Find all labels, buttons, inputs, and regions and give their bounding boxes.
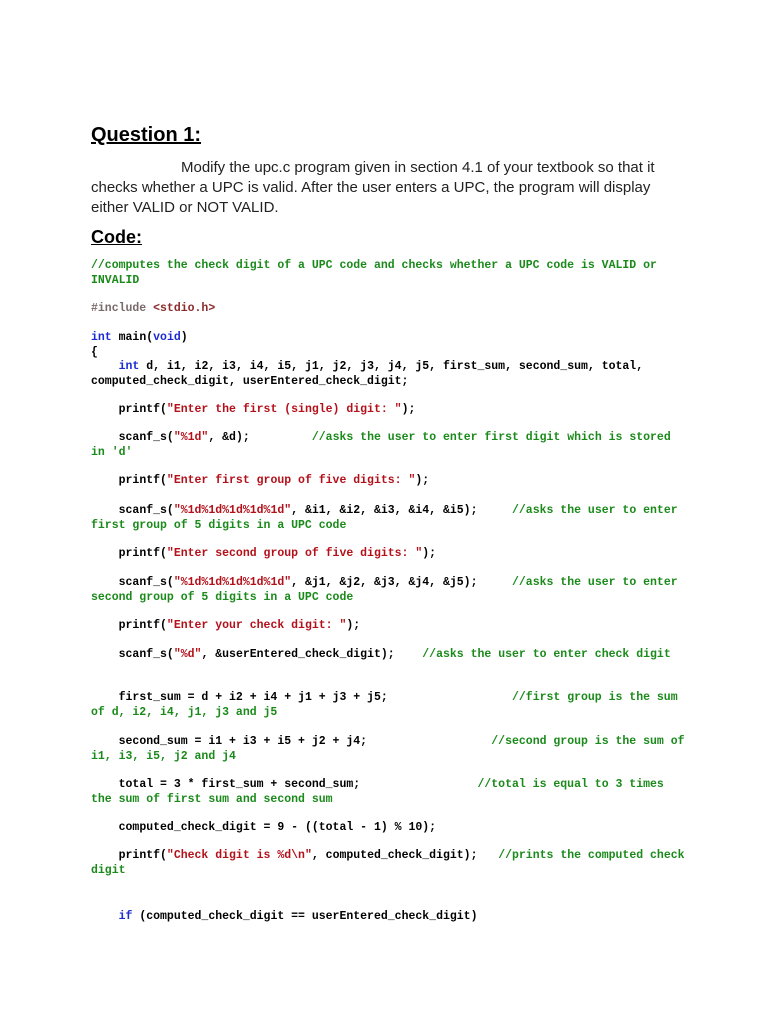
- code-comment: //total is equal to 3 times the sum of first sum and second sum: [91, 778, 671, 806]
- code-declaration: [91, 360, 691, 389]
- code-scanf-check-digit: [91, 648, 691, 663]
- code-text: , &j1, &j2, &j3, &j4, &j5);: [291, 576, 512, 589]
- string-literal: "Enter first group of five digits: ": [166, 474, 416, 487]
- keyword-if: if: [118, 910, 133, 923]
- code-printf-check-digit: [91, 619, 691, 634]
- code-comment: //second group is the sum of i1, i3, i5, j2 and j4: [91, 735, 692, 763]
- code-second-sum: [91, 735, 691, 764]
- code-scanf-first-group: [91, 504, 691, 533]
- code-computed-check: [91, 821, 691, 836]
- code-text: scanf_s(: [91, 431, 174, 444]
- code-open-brace: [91, 346, 691, 361]
- string-literal: "%1d%1d%1d%1d%1d": [173, 504, 292, 517]
- code-text: );: [401, 403, 416, 416]
- code-printf-first-group: [91, 474, 691, 489]
- code-total: [91, 778, 691, 807]
- string-literal: "%1d": [173, 431, 209, 444]
- keyword-void: void: [153, 331, 181, 344]
- code-text: first_sum = d + i2 + i4 + j1 + j3 + j5;: [91, 691, 512, 704]
- code-printf-first-digit: [91, 403, 691, 418]
- code-text: d, i1, i2, i3, i4, i5, j1, j2, j3, j4, j5, first_sum, second_sum, total, computed_check_digit, userEntered_check_digit;: [91, 360, 651, 388]
- code-if-statement: [91, 910, 691, 925]
- question-body: Modify the upc.c program given in section 4.1 of your textbook so that it checks whether a UPC is valid. After the user enters a UPC, the program will display either VALID or NOT VALID.: [91, 159, 655, 216]
- code-comment: //prints the computed check digit: [91, 849, 692, 877]
- code-indent: [91, 360, 119, 373]
- code-indent: [91, 910, 119, 923]
- question-title: Question 1:: [91, 124, 202, 146]
- code-comment: //computes the check digit of a UPC code and checks whether a UPC code is VALID or INVALID: [91, 259, 664, 287]
- code-text: printf(: [91, 474, 167, 487]
- code-text: scanf_s(: [91, 504, 174, 517]
- code-comment: //asks the user to enter first group of 5 digits in a UPC code: [91, 504, 685, 532]
- code-text: printf(: [91, 849, 167, 862]
- code-text: );: [422, 547, 437, 560]
- code-scanf-first-digit: [91, 431, 691, 460]
- code-comment: //asks the user to enter first digit which is stored in 'd': [91, 431, 678, 459]
- code-text: main(: [111, 331, 154, 344]
- code-comment-header: [91, 259, 691, 288]
- string-literal: "Enter the first (single) digit: ": [166, 403, 402, 416]
- code-text: printf(: [91, 547, 167, 560]
- code-comment: //asks the user to enter check digit: [422, 648, 671, 661]
- code-text: );: [346, 619, 361, 632]
- code-text: {: [91, 345, 98, 359]
- code-text: scanf_s(: [91, 576, 174, 589]
- preprocessor-directive: #include: [91, 302, 147, 315]
- code-text: printf(: [91, 619, 167, 632]
- code-text: );: [415, 474, 430, 487]
- code-text: , computed_check_digit);: [311, 849, 499, 862]
- code-main-signature: [91, 331, 691, 346]
- string-literal: "Enter second group of five digits: ": [166, 547, 423, 560]
- string-literal: "%1d%1d%1d%1d%1d": [173, 576, 292, 589]
- question-text: [91, 158, 671, 218]
- code-text: , &i1, &i2, &i3, &i4, &i5);: [291, 504, 512, 517]
- code-title: Code:: [91, 227, 142, 247]
- code-text: computed_check_digit = 9 - ((total - 1) % 10);: [91, 821, 437, 834]
- keyword-int: int: [91, 331, 112, 344]
- string-literal: "Check digit is %d\n": [166, 849, 312, 862]
- code-first-sum: [91, 691, 691, 720]
- code-text: scanf_s(: [91, 648, 174, 661]
- code-text: , &d);: [208, 431, 312, 444]
- code-text: , &userEntered_check_digit);: [201, 648, 423, 661]
- code-text: ): [180, 331, 188, 344]
- code-text: (computed_check_digit == userEntered_check_digit): [132, 910, 478, 923]
- string-literal: "%d": [173, 648, 202, 661]
- code-include-line: [91, 302, 691, 317]
- keyword-int: int: [118, 360, 140, 373]
- code-comment: //asks the user to enter second group of 5 digits in a UPC code: [91, 576, 685, 604]
- code-text: printf(: [91, 403, 167, 416]
- include-header: <stdio.h>: [153, 302, 216, 315]
- code-text: second_sum = i1 + i3 + i5 + j2 + j4;: [91, 735, 492, 748]
- code-comment: //first group is the sum of d, i2, i4, j1, j3 and j5: [91, 691, 685, 719]
- code-scanf-second-group: [91, 576, 691, 605]
- code-printf-result: [91, 849, 691, 878]
- code-printf-second-group: [91, 547, 691, 562]
- code-text: total = 3 * first_sum + second_sum;: [91, 778, 478, 791]
- string-literal: "Enter your check digit: ": [166, 619, 347, 632]
